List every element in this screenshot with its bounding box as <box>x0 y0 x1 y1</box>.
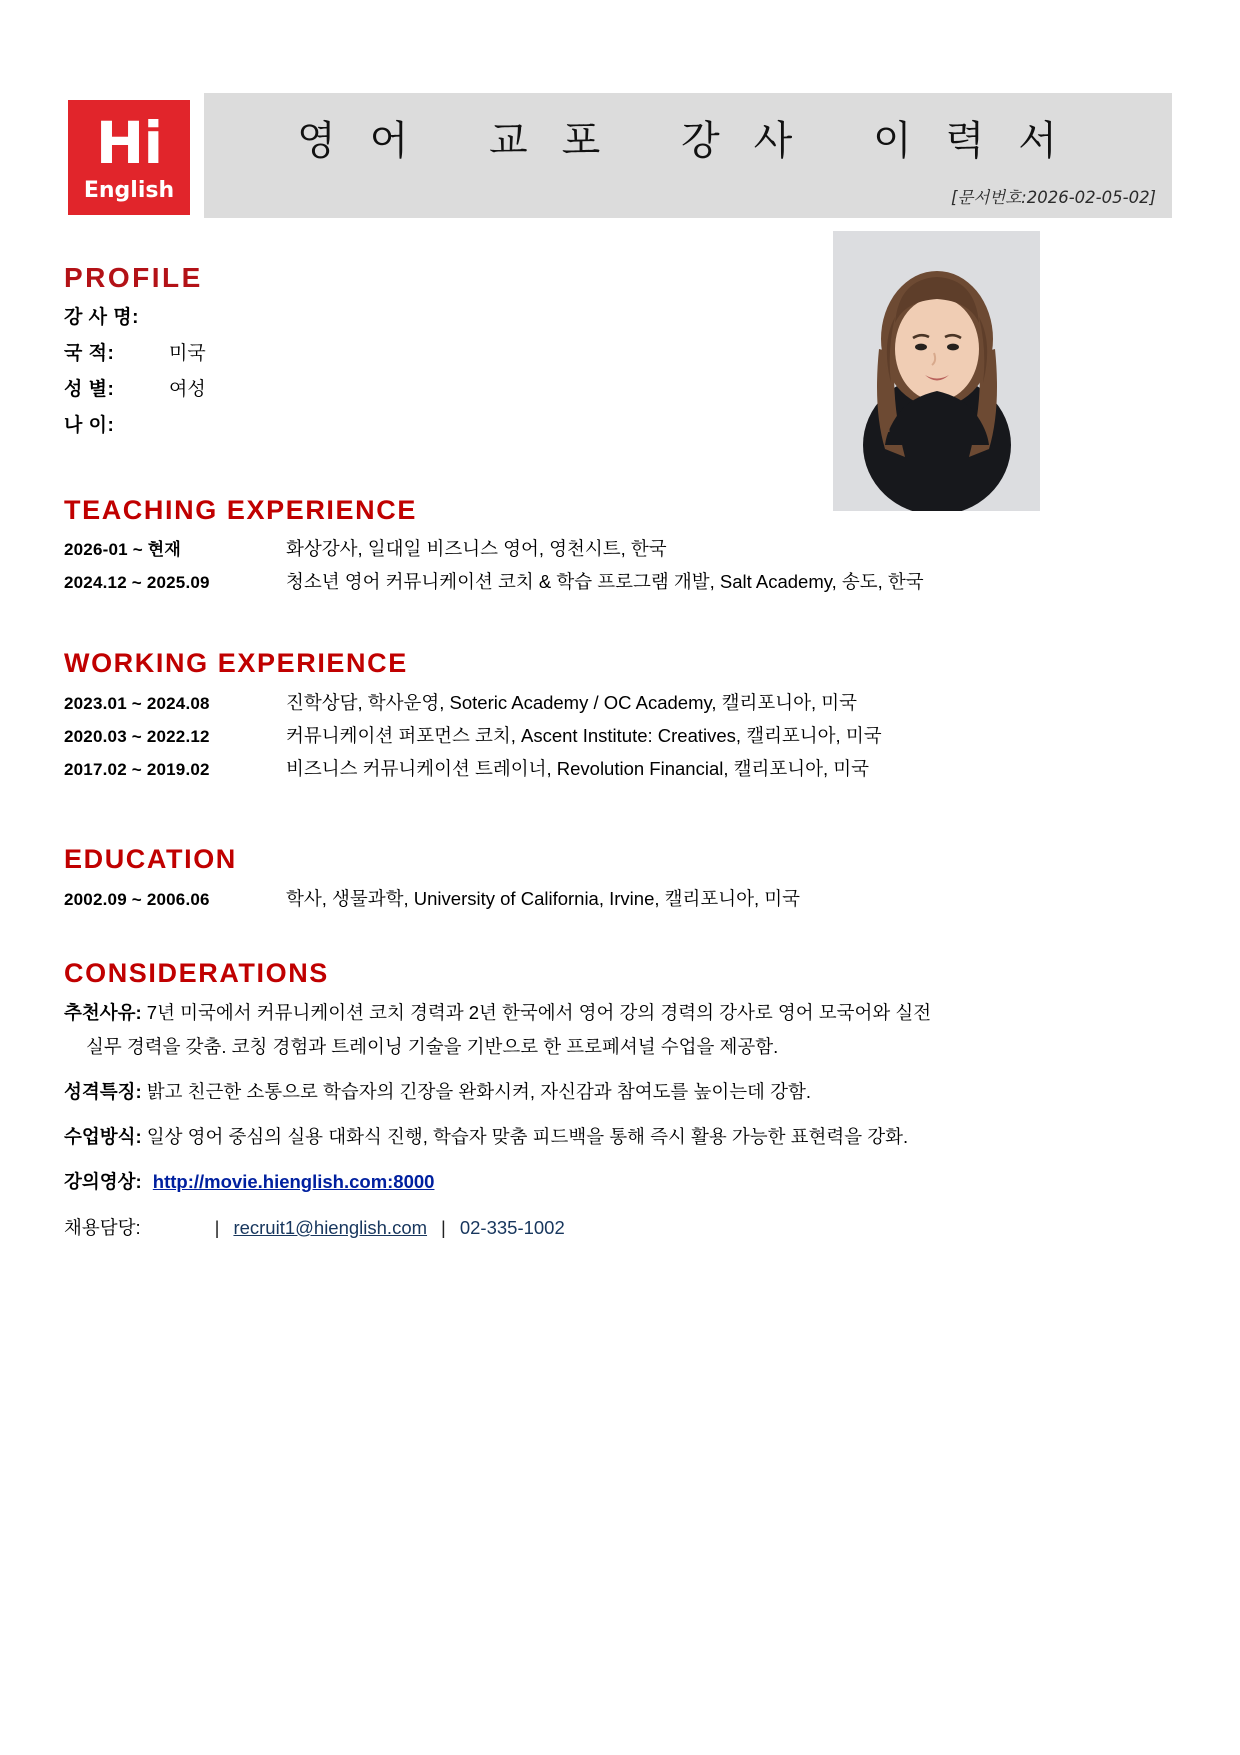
entry-description: 비즈니스 커뮤니케이션 트레이너, Revolution Financial, 캘리포니아, 미국 <box>286 758 870 779</box>
profile-row <box>64 408 564 444</box>
entry-description: 청소년 영어 커뮤니케이션 코치 & 학습 프로그램 개발, Salt Academy, 송도, 한국 <box>286 571 924 592</box>
entry-period: 2020.03 ~ 2022.12 <box>64 727 210 746</box>
profile-label-nationality: 국 적: <box>64 343 115 364</box>
recruiter-email-link[interactable]: recruit1@hienglish.com <box>233 1217 428 1238</box>
personality-text: 밝고 친근한 소통으로 학습자의 긴장을 완화시켜, 자신감과 참여도를 높이는데 강함. <box>146 1081 811 1102</box>
recommendation-line-1: 7년 미국에서 커뮤니케이션 코치 경력과 2년 한국에서 영어 강의 경력의 강사로 영어 모국어와 실전 <box>146 1002 932 1023</box>
profile-label-gender: 성 별: <box>64 379 115 400</box>
contact-separator: | <box>214 1217 220 1238</box>
entry-description: 커뮤니케이션 퍼포먼스 코치, Ascent Institute: Creatives, 캘리포니아, 미국 <box>286 725 882 746</box>
experience-row <box>64 755 1064 788</box>
section-heading-profile: PROFILE <box>64 262 203 293</box>
entry-period: 2002.09 ~ 2006.06 <box>64 890 210 909</box>
recruiter-phone: 02-335-1002 <box>459 1217 565 1238</box>
entry-description: 진학상담, 학사운영, Soteric Academy / OC Academy, 캘리포니아, 미국 <box>286 692 858 713</box>
personality-label: 성격특징: <box>64 1081 142 1102</box>
portrait-illustration <box>833 231 1040 511</box>
recommendation-line-2: 실무 경력을 갖춤. 코칭 경험과 트레이닝 기술을 기반으로 한 프로페셔널 수업을 제공함. <box>86 1036 779 1057</box>
page-title: 영어 교포 강사 이력서 <box>297 118 1091 164</box>
recruiter-label: 채용담당: <box>64 1217 141 1238</box>
logo-english-text: English <box>83 178 175 203</box>
experience-row <box>64 535 1064 568</box>
instructor-photo <box>833 231 1040 511</box>
section-heading-considerations: CONSIDERATIONS <box>64 958 329 988</box>
profile-row <box>64 336 564 372</box>
experience-row <box>64 722 1064 755</box>
education-list <box>64 885 1064 918</box>
section-heading-education: EDUCATION <box>64 844 237 874</box>
entry-period: 2023.01 ~ 2024.08 <box>64 694 210 713</box>
hi-english-logo <box>68 100 190 215</box>
profile-value-nationality: 미국 <box>169 343 206 364</box>
education-row <box>64 885 1064 918</box>
entry-period: 2024.12 ~ 2025.09 <box>64 573 210 592</box>
teaching-method-text: 일상 영어 중심의 실용 대화식 진행, 학습자 맞춤 피드백을 통해 즉시 활용 가능한 표현력을 강화. <box>146 1126 909 1147</box>
recommendation-label: 추천사유: <box>64 1002 142 1023</box>
experience-row <box>64 689 1064 722</box>
entry-description: 학사, 생물과학, University of California, Irvine, 캘리포니아, 미국 <box>286 888 801 909</box>
entry-period: 2017.02 ~ 2019.02 <box>64 760 210 779</box>
profile-label-name: 강 사 명: <box>64 307 139 328</box>
recruiter-contact-row <box>64 1211 1172 1245</box>
personality-block <box>64 1075 1172 1109</box>
lecture-video-link[interactable]: http://movie.hienglish.com:8000 <box>152 1171 435 1192</box>
lecture-video-block <box>64 1165 1172 1199</box>
document-header <box>68 93 1172 218</box>
logo-hi-text: Hi <box>95 109 163 177</box>
teaching-experience-list <box>64 535 1064 601</box>
profile-list <box>64 300 564 444</box>
profile-row <box>64 372 564 408</box>
lecture-video-label: 강의영상: <box>64 1171 142 1192</box>
profile-label-age: 나 이: <box>64 415 115 436</box>
profile-row <box>64 300 564 336</box>
profile-value-gender: 여성 <box>169 379 206 400</box>
section-heading-working-experience: WORKING EXPERIENCE <box>64 648 408 678</box>
teaching-method-label: 수업방식: <box>64 1126 142 1147</box>
document-number: [문서번호:2026-02-05-02] <box>950 188 1156 207</box>
section-heading-teaching-experience: TEACHING EXPERIENCE <box>64 495 417 525</box>
title-banner <box>204 93 1172 218</box>
recommendation-block <box>64 996 1172 1064</box>
entry-period: 2026-01 ~ 현재 <box>64 540 182 559</box>
entry-description: 화상강사, 일대일 비즈니스 영어, 영천시트, 한국 <box>286 538 667 559</box>
contact-separator: | <box>441 1217 446 1238</box>
working-experience-list <box>64 689 1064 788</box>
teaching-method-block <box>64 1120 1172 1154</box>
experience-row <box>64 568 1064 601</box>
considerations-body <box>64 996 1172 1245</box>
